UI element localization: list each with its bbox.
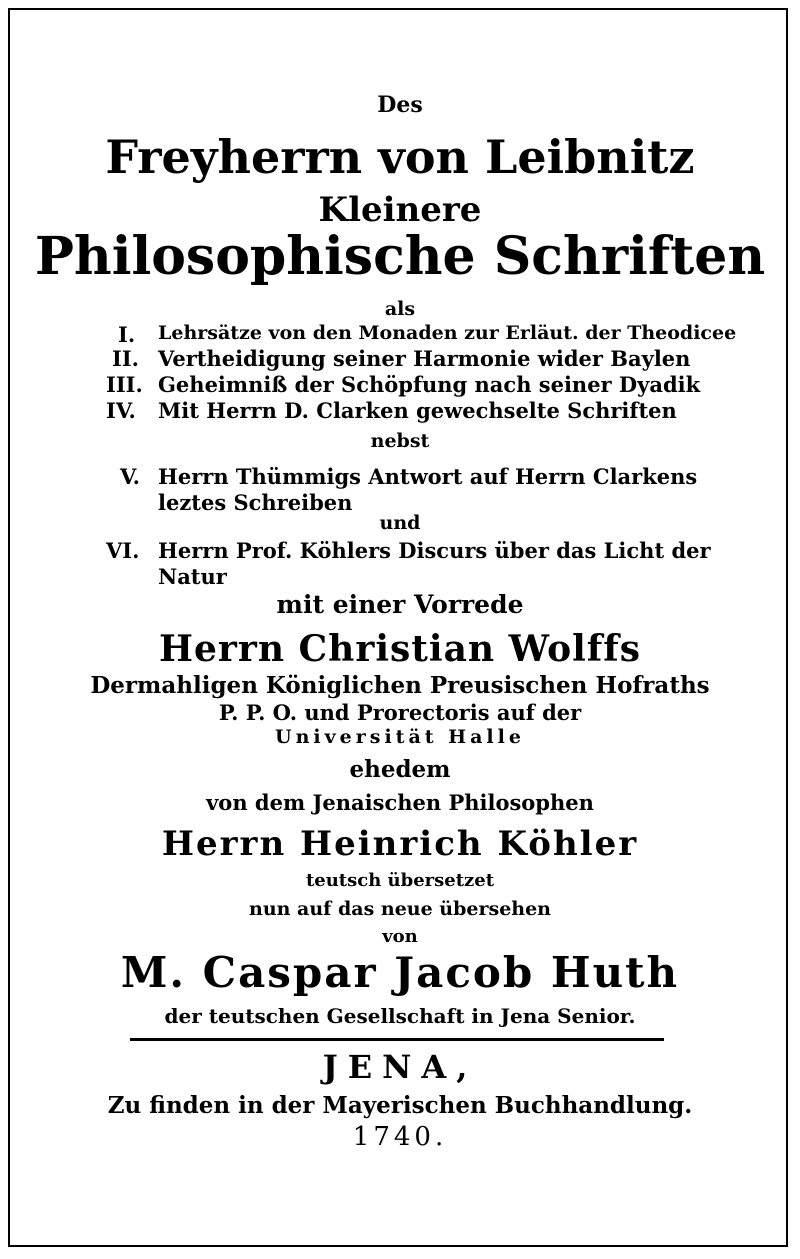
main-title: Philosophische Schriften [34,226,766,287]
work-title: Herrn Thümmigs Antwort auf Herrn Clarkens [158,464,698,489]
work-number: III. [106,372,143,397]
line-huth: M. Caspar Jacob Huth [120,948,680,997]
line-jena-philosophen: von dem Jenaischen Philosophen [206,790,594,815]
imprint-publisher: Zu finden in der Mayerischen Buchhandlung. [107,1092,693,1119]
line-vorrede: mit einer Vorrede [276,590,524,619]
work-number: V. [120,464,140,489]
line-von: von [382,926,418,947]
work-number: VI. [106,538,140,563]
line-halle: Universität Halle [275,726,525,748]
divider-rule [130,1038,664,1041]
work-title-continued: leztes Schreiben [158,490,353,515]
line-teutsch: teutsch übersetzet [305,870,495,891]
work-title: Geheimniß der Schöpfung nach seiner Dyadik [158,372,701,397]
work-title: Vertheidigung seiner Harmonie wider Baylen [158,346,691,371]
line-gesellschaft: der teutschen Gesellschaft in Jena Senior. [164,1004,636,1028]
line-hofrath: Dermahligen Königlichen Preusischen Hofraths [90,672,710,699]
line-und: und [379,512,421,534]
work-title: Mit Herrn D. Clarken gewechselte Schriften [158,398,677,423]
work-title: Lehrsätze von den Monaden zur Erläut. der Theodicee [158,322,737,344]
line-ppo: P. P. O. und Prorectoris auf der [218,700,582,725]
line-als: als [384,298,416,320]
line-wolff: Herrn Christian Wolffs [158,628,642,670]
line-nebst: nebst [370,430,430,452]
line-ehedem: ehedem [349,756,451,783]
line-neue: nun auf das neue übersehen [249,898,551,920]
work-number: II. [112,346,139,371]
author-heading: Freyherrn von Leibnitz [105,130,695,184]
line-des: Des [377,92,423,118]
imprint-year: 1740. [352,1122,448,1152]
work-number: IV. [106,398,136,423]
work-title-continued: Natur [158,564,227,589]
line-koehler: Herrn Heinrich Köhler [161,824,639,864]
line-kleinere: Kleinere [318,190,482,230]
imprint-city: JENA, [322,1048,478,1086]
work-title: Herrn Prof. Köhlers Discurs über das Licht der [158,538,711,563]
work-number: I. [118,322,136,347]
